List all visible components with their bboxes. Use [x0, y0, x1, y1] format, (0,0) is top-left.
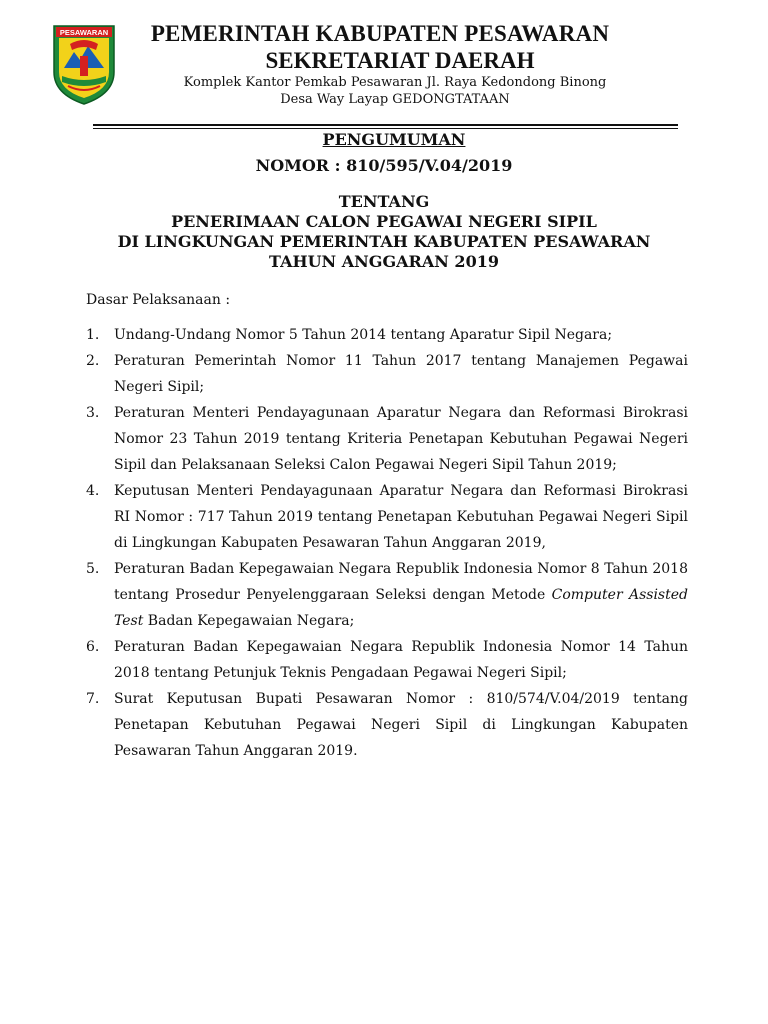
emblem-text: PESAWARAN — [59, 28, 109, 37]
address-line-2: Desa Way Layap GEDONGTATAAN — [280, 92, 510, 107]
list-item — [86, 556, 688, 634]
list-item — [86, 478, 688, 556]
government-name: PEMERINTAH KABUPATEN PESAWARAN — [150, 21, 610, 46]
list-item — [86, 348, 688, 400]
subject-line-3: TAHUN ANGGARAN 2019 — [269, 252, 499, 271]
pengumuman-heading: PENGUMUMAN — [322, 130, 466, 149]
item-text-before: Peraturan Badan Kepegawaian Negara Republik Indonesia Nomor 8 Tahun 2018 tentang Prosedur Penyelenggaraan Seleksi dengan Metode — [114, 561, 688, 603]
item-number: 6. — [86, 639, 100, 655]
list-item — [86, 634, 688, 686]
item-text: Peraturan Badan Kepegawaian Negara Republik Indonesia Nomor 14 Tahun 2018 tentang Petunjuk Teknis Pengadaan Pegawai Negeri Sipil; — [114, 639, 688, 681]
item-number: 1. — [86, 327, 100, 343]
list-item — [86, 686, 688, 764]
pesawaran-emblem-icon — [50, 22, 118, 106]
legal-basis-list — [86, 322, 688, 764]
tentang-heading: TENTANG — [338, 192, 430, 211]
letterhead-rule-thin — [93, 128, 678, 129]
subject-line-1: PENERIMAAN CALON PEGAWAI NEGERI SIPIL — [171, 212, 597, 231]
item-number: 3. — [86, 405, 100, 421]
address-line-1: Komplek Kantor Pemkab Pesawaran Jl. Raya Kedondong Binong — [183, 75, 607, 90]
announcement-title — [0, 130, 768, 272]
letterhead-rule-thick — [93, 124, 678, 126]
item-text: Peraturan Pemerintah Nomor 11 Tahun 2017 tentang Manajemen Pegawai Negeri Sipil; — [114, 353, 688, 395]
list-item — [86, 322, 688, 348]
secretariat-name: SEKRETARIAT DAERAH — [265, 48, 535, 73]
list-item — [86, 400, 688, 478]
item-number: 2. — [86, 353, 100, 369]
document-number: NOMOR : 810/595/V.04/2019 — [255, 156, 513, 175]
item-text-after: Badan Kepegawaian Negara; — [143, 613, 355, 629]
item-text: Peraturan Menteri Pendayagunaan Aparatur Negara dan Reformasi Birokrasi Nomor 23 Tahun 2019 tentang Kriteria Penetapan Kebutuhan Pegawai Negeri Sipil dan Pelaksanaan Seleksi Calon Pegawai Negeri Sipil Tahun 2019; — [114, 405, 688, 473]
letterhead — [120, 20, 640, 108]
item-text-italic: Computer Assisted Test — [114, 587, 688, 629]
item-text: Undang-Undang Nomor 5 Tahun 2014 tentang Aparatur Sipil Negara; — [114, 327, 613, 343]
item-text: Keputusan Menteri Pendayagunaan Aparatur Negara dan Reformasi Birokrasi RI Nomor : 717 Tahun 2019 tentang Penetapan Kebutuhan Pegawai Negeri Sipil di Lingkungan Kabupaten Pesawaran Tahun Anggaran 2019, — [114, 483, 688, 551]
item-number: 4. — [86, 483, 100, 499]
item-number: 5. — [86, 561, 100, 577]
item-text: Surat Keputusan Bupati Pesawaran Nomor : 810/574/V.04/2019 tentang Penetapan Kebutuhan Pegawai Negeri Sipil di Lingkungan Kabupaten Pesawaran Tahun Anggaran 2019. — [114, 691, 688, 759]
dasar-label: Dasar Pelaksanaan : — [86, 292, 231, 308]
subject-line-2: DI LINGKUNGAN PEMERINTAH KABUPATEN PESAWARAN — [117, 232, 651, 251]
item-number: 7. — [86, 691, 100, 707]
